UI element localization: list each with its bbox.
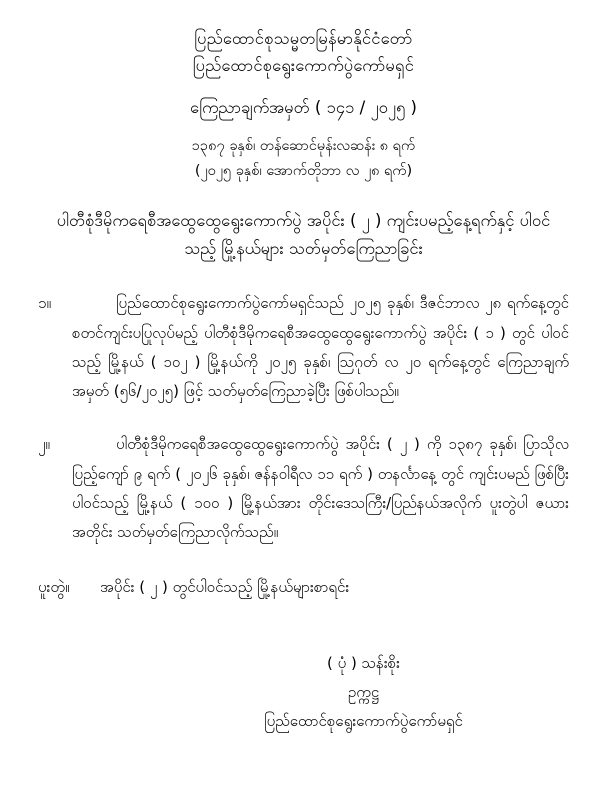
attachment-label: ပူးတွဲ။ [38,578,70,597]
paragraph-2-text [72,430,569,547]
document-header [38,26,569,79]
paragraph-2-number: ၂။ [38,435,50,454]
paragraph-1-number: ၁။ [38,294,51,313]
signature-position: ဥက္ကဋ္ဌ [347,682,380,701]
attachment-row [38,573,569,602]
paragraph-1 [38,289,569,406]
header-line-country: ပြည်ထောင်စုသမ္မတမြန်မာနိုင်ငံတော် [194,29,413,48]
signature-name: ( ပုံ ) သန်းစိုး [327,653,400,672]
signature-block [38,649,569,737]
paragraph-2 [38,430,569,547]
paragraph-1-text [72,289,569,406]
paragraph-2-body: ပါတီစုံဒီမိုကရေစီအထွေထွေရွေးကောက်ပွဲ အပိုင်း ( ၂ ) ကို ၁၃၈၇ ခုနှစ်၊ ပြာသိုလပြည့်ကျော် ၉ ရက် ( ၂၀၂၆ ခုနှစ်၊ ဇန်နဝါရီလ ၁၁ ရက် ) တနင်္လာနေ့ တွင် ကျင်းပမည် ဖြစ်ပြီး ပါဝင်သည့် မြို့နယ် ( ၁၀၀ ) မြို့နယ်အား တိုင်းဒေသကြီး/ပြည်နယ်အလိုက် ပူးတွဲပါ ဇယားအတိုင်း သတ်မှတ်ကြေညာလိုက်သည်။ [72,435,569,542]
date-myanmar-calendar: ၁၃၈၇ ခုနှစ်၊ တန်ဆောင်မုန်းလဆန်း ၈ ရက် [191,137,416,154]
signature-organization: ပြည်ထောင်စုရွေးကောက်ပွဲကော်မရှင် [264,712,463,731]
header-line-commission: ပြည်ထောင်စုရွေးကောက်ပွဲကော်မရှင် [192,55,415,75]
paragraph-1-body: ပြည်ထောင်စုရွေးကောက်ပွဲကော်မရှင်သည် ၂၀၂၅ ခုနှစ်၊ ဒီဇင်ဘာလ ၂၈ ရက်နေ့တွင် စတင်ကျင်းပပြုလုပ်မည့် ပါတီစုံဒီမိုကရေစီအထွေထွေရွေးကောက်ပွဲ အပိုင်း ( ၁ ) တွင် ပါဝင်သည့် မြို့နယ် ( ၁၀၂ ) မြို့နယ်ကို ၂၀၂၅ ခုနှစ်၊ သြဂုတ် လ ၂၀ ရက်နေ့တွင် ကြေညာချက်အမှတ် (၅၆/၂၀၂၅) ဖြင့် သတ်မှတ်ကြေညာခဲ့ပြီး ဖြစ်ပါသည်။ [72,294,569,401]
page-title: ပါတီစုံဒီမိုကရေစီအထွေထွေရွေးကောက်ပွဲ အပိုင်း ( ၂ ) ကျင်းပမည့်နေ့ရက်နှင့် ပါဝင်သည့် မြို့နယ်များ သတ်မှတ်ကြေညာခြင်း [56,210,551,258]
date-gregorian-calendar: (၂၀၂၅ ခုနှစ်၊ အောက်တိုဘာ လ ၂၈ ရက်) [194,163,413,180]
signature-lines [158,649,569,737]
date-block [38,134,569,185]
attachment-text: အပိုင်း ( ၂ ) တွင်ပါဝင်သည့် မြို့နယ်များစာရင်း [100,578,350,597]
announcement-number: ကြေညာချက်အမှတ် ( ၁၄၁ / ၂၀၂၅ ) [190,98,417,118]
